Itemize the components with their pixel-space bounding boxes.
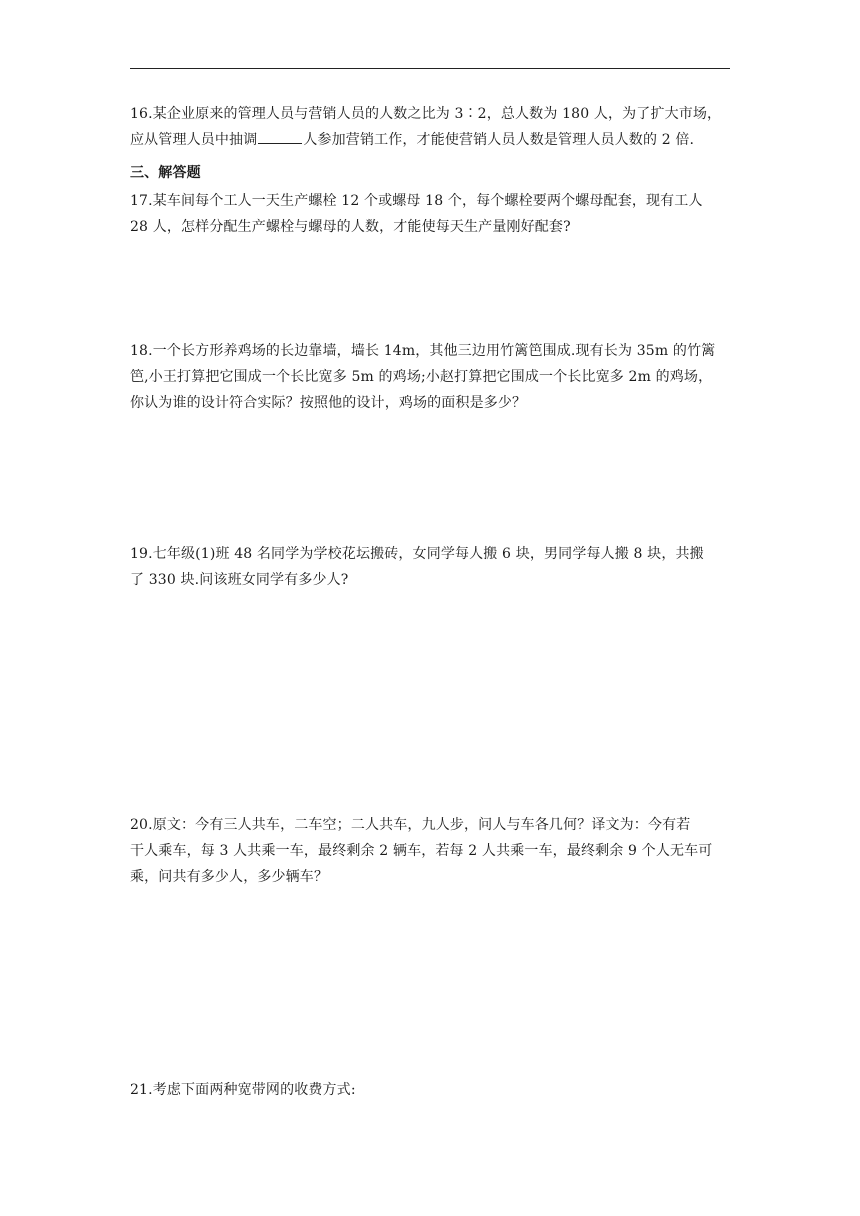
section-3	[130, 160, 730, 186]
question-16-text-before-blank: 应从管理人员中抽调	[130, 132, 258, 148]
question-18-line-2: 笆,小王打算把它围成一个长比宽多 5m 的鸡场;小赵打算把它围成一个长比宽多 2m 的鸡场，	[130, 369, 713, 385]
question-17-line-2: 28 人，怎样分配生产螺栓与螺母的人数，才能使每天生产量刚好配套?	[130, 219, 571, 235]
question-19-line-1: 19.七年级(1)班 48 名同学为学校花坛搬砖，女同学每人搬 6 块，男同学每人搬 8 块，共搬	[130, 546, 704, 562]
question-20-line-2: 干人乘车，每 3 人共乘一车，最终剩余 2 辆车，若每 2 人共乘一车，最终剩余 9 个人无车可	[130, 843, 713, 859]
question-16	[130, 101, 730, 153]
header-rule	[130, 68, 730, 69]
question-16-line-2	[130, 127, 730, 153]
question-19-line-2: 了 330 块.问该班女同学有多少人?	[130, 572, 349, 588]
answer-blank	[258, 129, 302, 144]
question-20-line-3: 乘，问共有多少人，多少辆车？	[130, 869, 329, 885]
question-17	[130, 188, 730, 240]
question-20	[130, 812, 730, 890]
question-21	[130, 1077, 730, 1103]
question-16-text-after-blank: 人参加营销工作，才能使营销人员人数是管理人员人数的 2 倍.	[303, 132, 695, 148]
question-18-line-1: 18.一个长方形养鸡场的长边靠墙，墙长 14m，其他三边用竹篱笆围成.现有长为 35m 的竹篱	[130, 343, 716, 359]
question-17-line-1: 17.某车间每个工人一天生产螺栓 12 个或螺母 18 个，每个螺栓要两个螺母配套，现有工人	[130, 193, 703, 209]
section-3-heading: 三、解答题	[130, 165, 201, 181]
question-16-line-1: 16.某企业原来的管理人员与营销人员的人数之比为 3∶2，总人数为 180 人，为了扩大市场，	[130, 106, 722, 122]
question-18-line-3: 你认为谁的设计符合实际？按照他的设计，鸡场的面积是多少？	[130, 395, 527, 411]
question-20-line-1: 20.原文：今有三人共车，二车空；二人共车，九人步，问人与车各几何？译文为：今有若	[130, 817, 691, 833]
question-21-line-1: 21.考虑下面两种宽带网的收费方式:	[130, 1082, 356, 1098]
question-18	[130, 338, 730, 416]
question-19	[130, 541, 730, 593]
